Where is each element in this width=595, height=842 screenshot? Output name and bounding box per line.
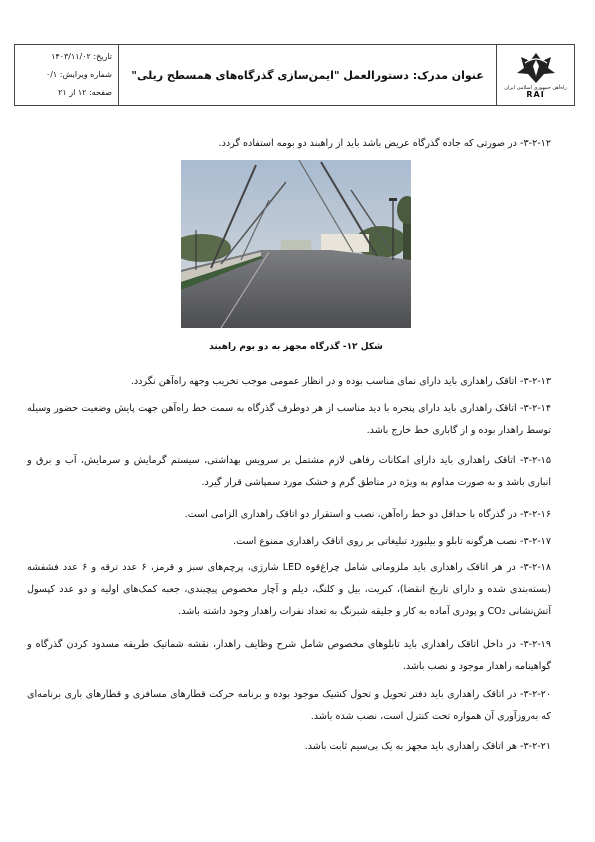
meta-box <box>15 45 118 105</box>
crossing-photo <box>181 160 411 328</box>
paragraph-13: ۳-۲-۱۳- اتاقک راهداری باید دارای نمای مناسب بوده و در انظار عمومی موجب تخریب وجهه راه‌آهن نگردد. <box>130 376 551 387</box>
revision-number: شماره ویرایش: ۰/۱ <box>45 70 112 80</box>
logo-abbreviation: RAI <box>526 90 545 100</box>
document-header <box>14 44 575 106</box>
paragraph-18: ۳-۲-۱۸- در هر اتاقک راهداری باید ملزوماتی شامل چراغ‌قوه LED شارژی، پرچم‌های سبز و قرمز، ۶ عدد ترقه و ۶ عدد فشفشه (بسته‌بندی شده و دارای تاریخ انقضا)، کبریت، بیل و کلنگ، دیلم و آچار مخصوص پیچبندی، جعبه کمک‌های اولیه و دو عدد کپسول آتش‌نشانی CO₂ و پودری آماده به کار و جلیقه شبرنگ به تعداد نفرات راهدار وجود داشته باشد. <box>27 562 551 617</box>
title-box <box>118 45 496 105</box>
railway-crossing-image <box>181 160 411 328</box>
paragraph-16: ۳-۲-۱۶- در گذرگاه با حداقل دو خط راه‌آهن، نصب و استقرار دو اتاقک راهداری الزامی است. <box>184 509 551 520</box>
paragraph-21: ۳-۲-۲۱- هر اتاقک راهداری باید مجهز به یک بی‌سیم ثابت باشد. <box>304 741 551 752</box>
paragraph-17: ۳-۲-۱۷- نصب هرگونه تابلو و بیلبورد تبلیغاتی بر روی اتاقک راهداری ممنوع است. <box>233 536 551 547</box>
figure-caption: شکل ۱۲- گذرگاه مجهز به دو بوم راهبند <box>209 342 383 352</box>
document-title: عنوان مدرک: دستورالعمل "ایمن‌سازی گذرگاه‌های همسطح ریلی" <box>131 68 484 82</box>
paragraph-15: ۳-۲-۱۵- اتاقک راهداری باید دارای امکانات رفاهی لازم مشتمل بر سرویس بهداشتی، سیستم گرمایش و سرمایش، آب و برق و انباری باشد و به صورت مداوم به ویژه در مناطق گرم و خشک مورد سمپاشی قرار گیرد. <box>27 455 551 488</box>
logo-box <box>496 45 574 105</box>
rai-logo-icon <box>515 51 557 85</box>
paragraph-19: ۳-۲-۱۹- در داخل اتاقک راهداری باید تابلوهای مخصوص شامل شرح وظایف راهدار، نقشه شماتیک طریقه مسدود کردن گذرگاه و گواهینامه راهدار موجود و نصب باشد. <box>27 639 551 672</box>
document-date: تاریخ: ۱۴۰۳/۱۱/۰۲ <box>51 52 112 62</box>
paragraph-14: ۳-۲-۱۴- اتاقک راهداری باید دارای پنجره با دید مناسب از هر دوطرف گذرگاه به سمت خط راه‌آهن جهت پایش وضعیت حضور وسیله توسط راهدار بوده و از گاباری خط خارج باشد. <box>27 403 551 436</box>
paragraph-20: ۳-۲-۲۰- در اتاقک راهداری باید دفتر تحویل و تحول کشیک موجود بوده و برنامه حرکت قطارهای مسافری و قطارهای باری برنامه‌ای که به‌روزآوری آن همواره تحت کنترل است، نصب شده باشد. <box>27 689 551 722</box>
page-number: صفحه: ۱۲ از ۲۱ <box>58 88 112 98</box>
paragraph-12: ۳-۲-۱۲- در صورتی که جاده گذرگاه عریض باشد باید از راهبند دو بومه استفاده گردد. <box>218 138 551 149</box>
logo-caption: راه‌آهن جمهوری اسلامی ایران <box>504 84 567 91</box>
